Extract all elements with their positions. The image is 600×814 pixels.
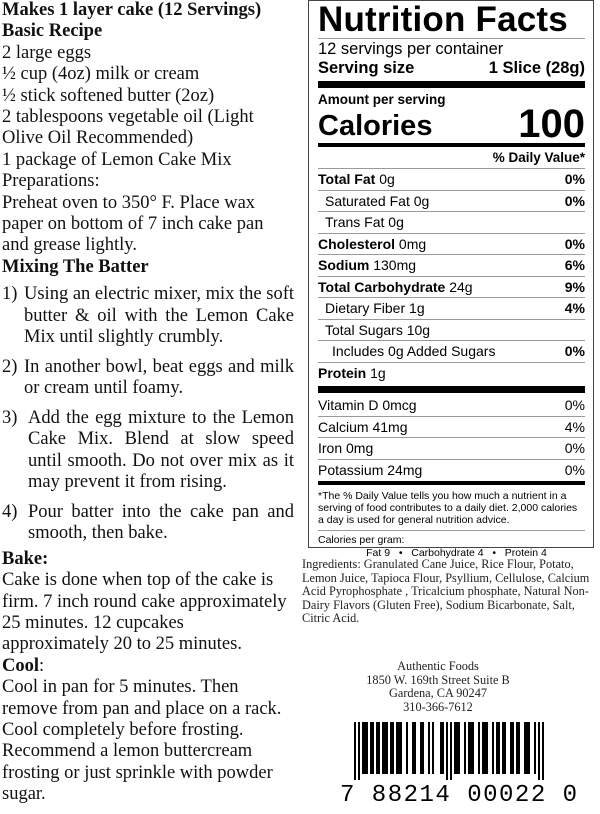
step-text: Pour batter into the cake pan and smooth, then bake. (28, 501, 294, 544)
vitamin-label: Vitamin D 0mcg (318, 397, 417, 413)
preparations-text: Preheat oven to 350° F. Place wax paper on bottom of 7 inch cake pan and grease lightly. (2, 192, 264, 256)
step-number: 4) (2, 501, 18, 522)
daily-value-footnote: *The % Daily Value tells you how much a nutrient in a serving of food contributes to a daily diet. 2,000 calories a day is used for general nutrition advice. (318, 490, 578, 526)
manufacturer-phone: 310-366-7612 (403, 700, 473, 715)
manufacturer-name: Authentic Foods (397, 659, 479, 673)
nutrient-name: Includes 0g Added Sugars (332, 343, 496, 359)
vitamin-dv: 0% (564, 440, 585, 456)
manufacturer-address (338, 660, 538, 715)
mixing-steps (2, 284, 298, 545)
serving-size-row (318, 59, 585, 81)
vitamin-row (318, 416, 585, 438)
mixing-heading: Mixing The Batter (2, 256, 149, 277)
nutrient-dv: 0% (564, 235, 585, 252)
nutrient-amount: 0g (413, 192, 430, 209)
cool-text: Cool in pan for 5 minutes. Then remove from pan and place on a rack. Cool completely before frosting. Recommend a lemon buttercream frosting or just sprinkle with powder sugar. (2, 677, 282, 805)
nutrient-amount: 0g (379, 171, 395, 187)
calories-row (318, 102, 585, 146)
recipe-yield: Makes 1 layer cake (12 Servings) (2, 0, 262, 20)
nutrient-name: Total Carbohydrate (318, 278, 446, 295)
nutrition-facts-panel (308, 0, 594, 559)
nutrition-facts-title: Nutrition Facts (318, 0, 568, 39)
nutrient-row-sodium (318, 254, 585, 276)
nutrient-dv: 0% (564, 192, 585, 209)
step-text: In another bowl, beat eggs and milk or cream until foamy. (24, 356, 294, 399)
vitamin-label: Calcium 41mg (318, 418, 408, 435)
vitamin-label: Potassium 24mg (318, 461, 423, 478)
nutrient-list (318, 168, 585, 385)
nutrient-name: Total Fat (318, 171, 376, 187)
cool-heading: Cool (2, 655, 39, 676)
vitamin-row (318, 437, 585, 459)
step-number: 2) (2, 356, 18, 377)
nutrient-name: Protein (318, 364, 367, 381)
nutrient-name: Dietary Fiber (325, 300, 406, 316)
nutrient-row-total-carbohydrate (318, 276, 585, 298)
preparations-label: Preparations: (2, 171, 100, 192)
nutrient-name: Sodium (318, 257, 370, 273)
nutrient-row-total-sugars (318, 319, 585, 341)
bake-heading: Bake: (2, 548, 49, 569)
nutrient-amount: 0mg (398, 235, 427, 252)
divider-thick (318, 386, 585, 393)
basic-recipe-heading: Basic Recipe (2, 21, 103, 42)
ingredient-item: ½ cup (4oz) milk or cream (2, 64, 200, 85)
bake-text: Cake is done when top of the cake is firm. 7 inch round cake approximately 25 minutes. 12 cupcakes approximately 20 to 25 minutes. (2, 570, 287, 655)
nutrient-dv: 4% (564, 300, 585, 316)
nutrient-row-trans-fat (318, 211, 585, 233)
ingredient-item: 1 package of Lemon Cake Mix (2, 149, 232, 170)
nutrient-name: Total Sugars (325, 321, 403, 338)
amount-per-serving: Amount per serving (318, 92, 446, 107)
step-text: Using an electric mixer, mix the soft butter & oil with the Lemon Cake Mix until slightly crumbly. (24, 284, 295, 348)
serving-size-label: Serving size (318, 59, 415, 77)
vitamin-label: Iron 0mg (318, 440, 374, 456)
nutrient-amount: 1g (409, 300, 425, 316)
step-text: Add the egg mixture to the Lemon Cake Mix. Blend at slow speed until smooth. Do not over mix as it may prevent it from rising. (28, 407, 294, 493)
mixing-step (2, 357, 298, 400)
cool-heading-line (2, 656, 298, 677)
nutrient-name: Trans Fat (325, 214, 385, 230)
nutrient-row-dietary-fiber (318, 297, 585, 319)
mixing-step (2, 408, 298, 494)
nutrient-dv: 0% (564, 171, 585, 187)
recipe-instructions (2, 0, 298, 806)
upc-barcode (340, 722, 580, 812)
nutrient-name: Cholesterol (318, 235, 396, 252)
servings-per-container: 12 servings per container (318, 40, 504, 58)
nutrient-dv: 9% (564, 278, 585, 295)
vitamin-dv: 0% (564, 461, 585, 478)
manufacturer-city: Gardena, CA 90247 (388, 686, 487, 701)
calories-per-gram (318, 531, 585, 559)
manufacturer-street: 1850 W. 169th Street Suite B (366, 672, 510, 687)
nutrient-row-saturated-fat (318, 190, 585, 212)
vitamin-mineral-list (318, 393, 585, 481)
nutrient-dv: 6% (564, 257, 585, 273)
calories-label: Calories (318, 110, 433, 142)
mixing-step (2, 284, 298, 349)
cool-colon: : (39, 655, 45, 676)
calories-per-gram-label: Calories per gram: (318, 534, 405, 546)
nutrient-amount: 0g (388, 214, 404, 230)
nutrient-row-total-fat (318, 168, 585, 190)
step-number: 1) (2, 284, 18, 305)
serving-size-value: 1 Slice (28g) (488, 59, 585, 77)
calories-value: 100 (518, 102, 585, 146)
nutrient-amount: 1g (370, 364, 386, 381)
barcode-bars-icon (354, 722, 580, 780)
nutrient-row-cholesterol (318, 233, 585, 255)
nutrient-amount: 10g (406, 321, 431, 338)
ingredient-item: 2 tablespoons vegetable oil (Light (2, 107, 254, 128)
step-number: 3) (2, 407, 18, 428)
nutrient-row-added-sugars (318, 340, 585, 362)
ingredient-item: Olive Oil Recommended) (2, 128, 194, 149)
nutrient-name: Saturated Fat (325, 192, 410, 209)
ingredients-statement: Ingredients: Granulated Cane Juice, Rice Flour, Potato, Lemon Juice, Tapioca Flour, Psyllium, Cellulose, Calcium Acid Pyrophosphate , Tricalcium phosphate, Natural Non-Dairy Flavors (Gluten Free), Sodium Bicarbonate, Salt, Citric Acid. (302, 557, 590, 626)
vitamin-dv: 0% (564, 397, 585, 413)
nutrient-dv: 0% (564, 343, 585, 359)
vitamin-row (318, 395, 585, 416)
barcode-number: 7 88214 00022 0 (340, 782, 579, 809)
daily-value-header: % Daily Value* (492, 150, 585, 165)
vitamin-dv: 4% (564, 418, 585, 435)
ingredient-item: 2 large eggs (2, 42, 92, 63)
nutrient-amount: 130mg (373, 257, 417, 273)
mixing-step (2, 502, 298, 545)
nutrient-amount: 24g (449, 278, 473, 295)
divider-thick (318, 81, 585, 88)
calories-per-gram-values: Fat 9 • Carbohydrate 4 • Protein 4 (366, 546, 547, 559)
nutrient-row-protein (318, 362, 585, 386)
vitamin-row (318, 459, 585, 482)
ingredient-item: ½ stick softened butter (2oz) (2, 85, 215, 106)
